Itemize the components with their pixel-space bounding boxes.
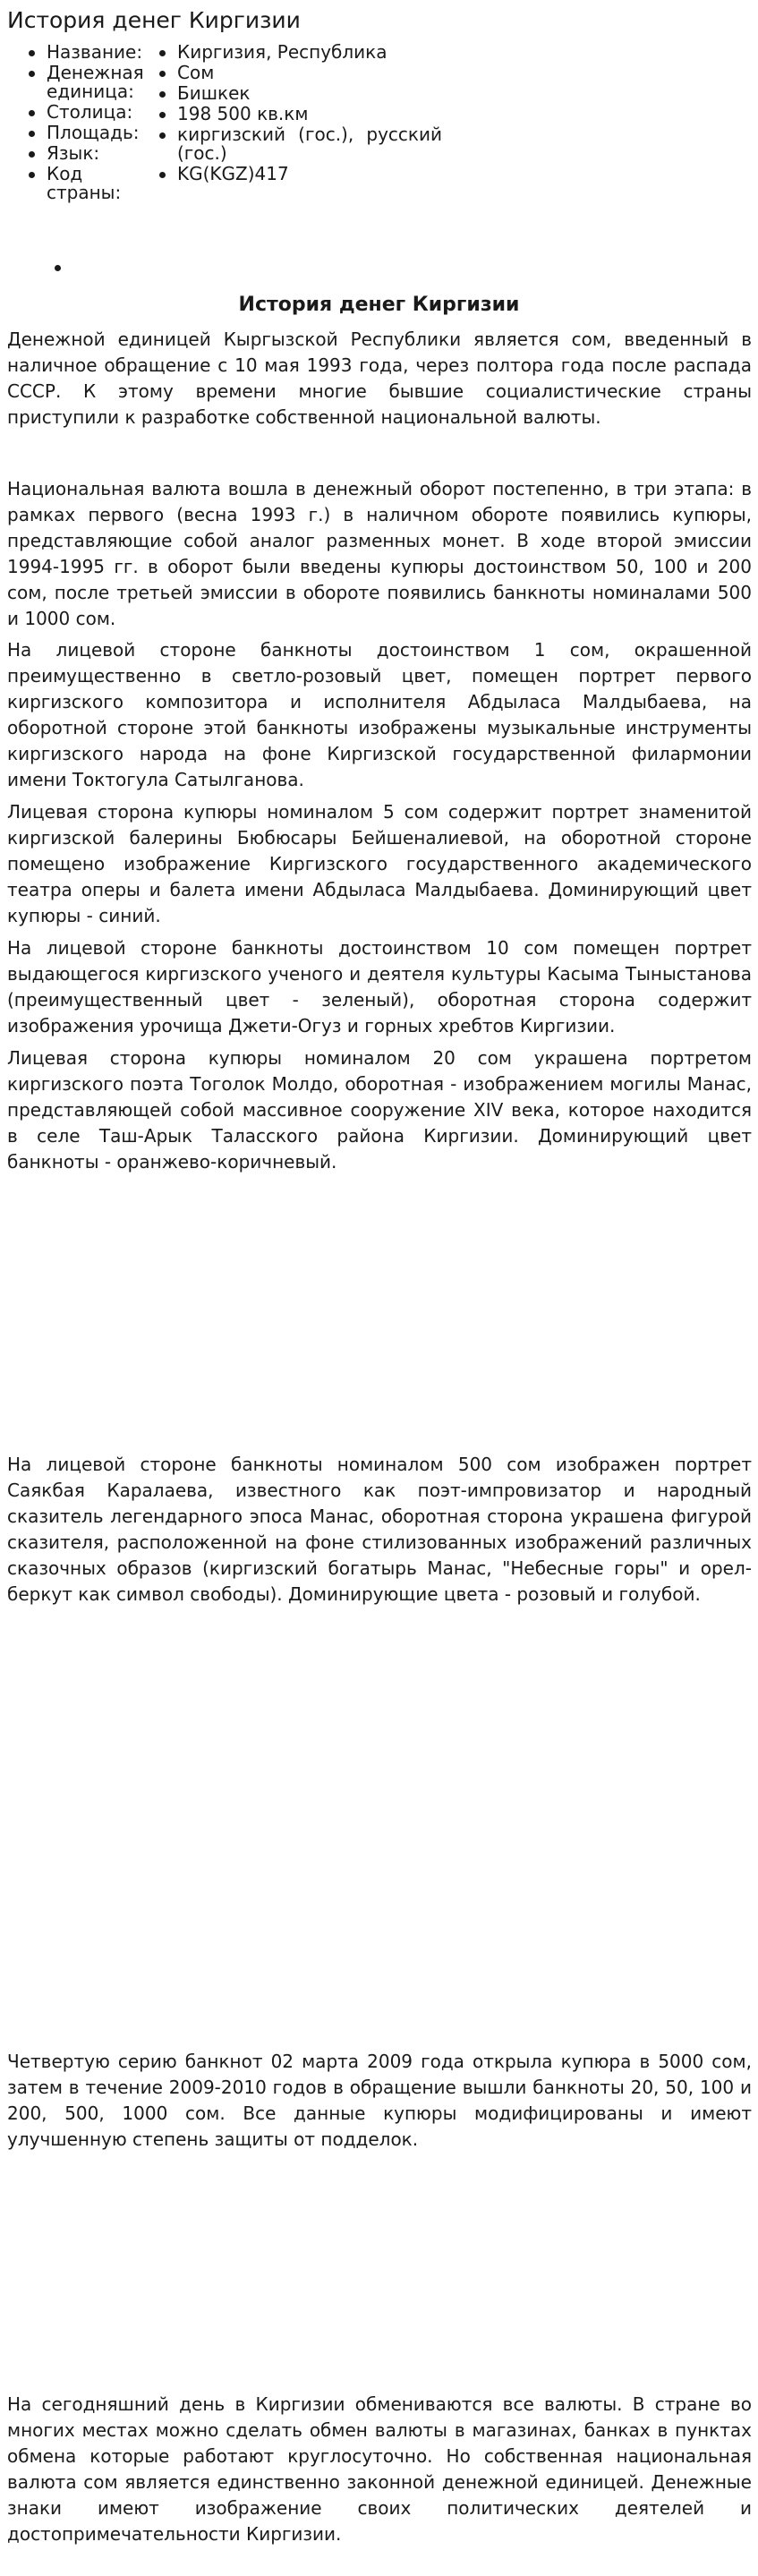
value-country-code: KG(KGZ)417 xyxy=(158,165,442,183)
article-paragraph: На сегодняшний день в Киргизии обмениваются все валюты. В стране во многих местах можно сделать обмен валюты в магазинах, банках в пунктах обмена которые работают круглосуточно. Но собственная национальная валюта сом является единственно законной денежной единицей. Денежные знаки имеют изображение своих политических деятелей и достопримечательности Киргизии. xyxy=(7,2393,752,2545)
empty-list-bullet xyxy=(55,265,61,271)
value-currency: Сом xyxy=(158,64,442,82)
label-area: Площадь: xyxy=(27,124,150,142)
article-paragraph: Национальная валюта вошла в денежный оборот постепенно, в три этапа: в рамках первого (весна 1993 г.) в наличном обороте появились купюры, представляющие собой аналог разменных монет. В ходе второй эмиссии 1994-1995 гг. в оборот были введены купюры достоинством 50, 100 и 200 сом, после третьей эмиссии в обороте появились банкноты номиналами 500 и 1000 сом. xyxy=(7,478,752,629)
value-capital: Бишкек xyxy=(158,84,442,103)
label-name: Название: xyxy=(27,43,150,62)
value-area: 198 500 кв.км xyxy=(158,105,442,124)
article-paragraph: Четвертую серию банкнот 02 марта 2009 года открыла купюра в 5000 сом, затем в течение 2009-2010 годов в обращение вышли банкноты 20, 50, 100 и 200, 500, 1000 сом. Все данные купюры модифицированы и имеют улучшенную степень защиты от подделок. xyxy=(7,2051,752,2150)
article-paragraph: Денежной единицей Кыргызской Республики является сом, введенный в наличное обращение с 10 мая 1993 года, через полтора года после распада СССР. К этому времени многие бывшие социалистические страны приступили к разработке собственной национальной валюты. xyxy=(7,328,752,428)
value-language-part: (гос.), xyxy=(298,124,354,145)
label-country-code: Код страны: xyxy=(27,165,150,202)
label-language: Язык: xyxy=(27,144,150,163)
article-paragraph: На лицевой стороне банкноты достоинством 1 сом, окрашенной преимущественно в светло-розовый цвет, помещен портрет первого киргизского композитора и исполнителя Абдыласа Малдыбаева, на оборотной стороне этой банкноты изображены музыкальные инструменты киргизского народа на фоне Киргизской государственной филармонии имени Токтогула Сатылганова. xyxy=(7,639,752,790)
page-title: История денег Киргизии xyxy=(7,7,301,33)
value-name: Киргизия, Республика xyxy=(158,43,442,62)
label-capital: Столица: xyxy=(27,103,150,122)
label-currency: Денежная единица: xyxy=(27,64,150,101)
value-language-part: русский xyxy=(366,124,442,145)
value-language xyxy=(158,125,442,163)
value-language-part: киргизский xyxy=(177,124,285,145)
article-heading: История денег Киргизии xyxy=(238,294,520,316)
country-info-values xyxy=(158,43,442,185)
country-info-labels xyxy=(27,43,150,204)
article-paragraph: На лицевой стороне банкноты номиналом 500 сом изображен портрет Саякбая Каралаева, известного как поэт-импровизатор и народный сказитель легендарного эпоса Манас, оборотная сторона украшена фигурой сказителя, расположенной на фоне стилизованных изображений различных сказочных образов (киргизский богатырь Манас, "Небесные горы" и орел-беркут как символ свободы). Доминирующие цвета - розовый и голубой. xyxy=(7,1454,752,1605)
value-language-part: (гос.) xyxy=(177,142,227,164)
article-paragraph: Лицевая сторона купюры номиналом 20 сом украшена портретом киргизского поэта Тоголок Молдо, оборотная - изображением могилы Манас, представляющей собой массивное сооружение XIV века, которое находится в селе Таш-Арык Таласского района Киргизии. Доминирующий цвет банкноты - оранжево-коричневый. xyxy=(7,1047,752,1173)
article-paragraph: На лицевой стороне банкноты достоинством 10 сом помещен портрет выдающегося киргизского ученого и деятеля культуры Касыма Тыныстанова (преимущественный цвет - зеленый), оборотная сторона содержит изображения урочища Джети-Огуз и горных хребтов Киргизии. xyxy=(7,937,752,1036)
article-paragraph: Лицевая сторона купюры номиналом 5 сом содержит портрет знаменитой киргизской балерины Бюбюсары Бейшеналиевой, на оборотной стороне помещено изображение Киргизского государственного академического театра оперы и балета имени Абдыласа Малдыбаева. Доминирующий цвет купюры - синий. xyxy=(7,801,752,926)
